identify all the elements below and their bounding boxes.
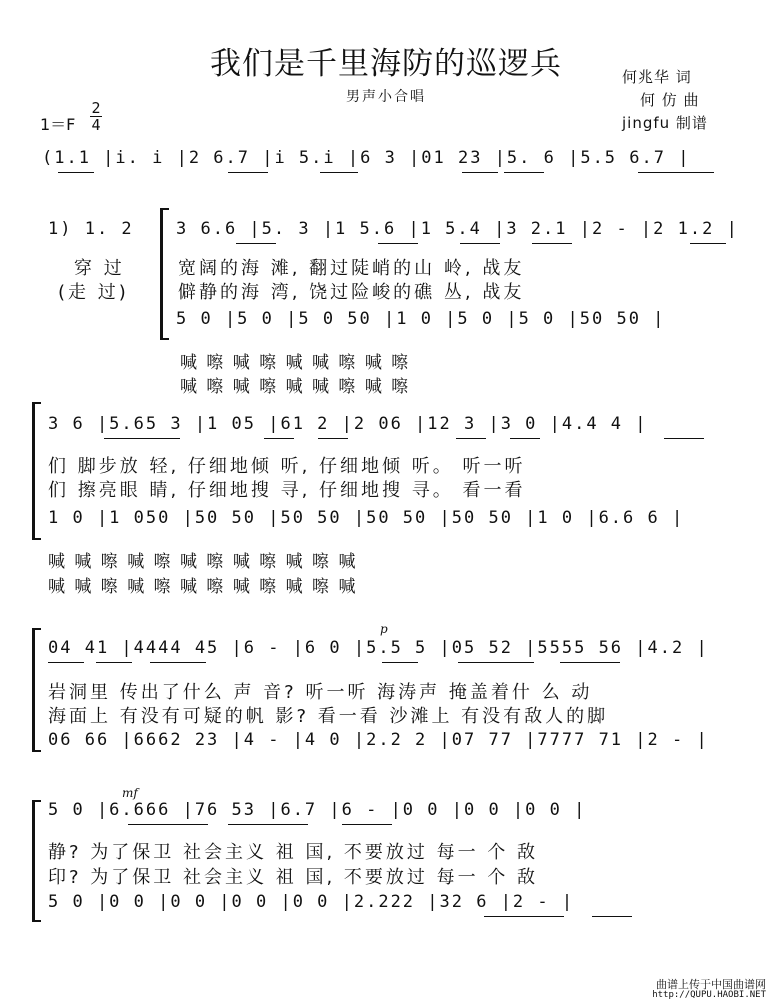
system2-melody: 3 6.6 |5. 3 |1 5.6 |1 5.4 |3 2.1 |2 - |2 1.2 | <box>176 219 739 239</box>
system2-lyric-pickup1: 穿 过 <box>74 258 125 279</box>
beam <box>484 916 564 917</box>
beam <box>532 243 572 244</box>
beam <box>104 438 180 439</box>
system5-melody: 5 0 |6.666 |76 53 |6.7 |6 - |0 0 |0 0 |0 0 | <box>48 800 587 820</box>
beam <box>48 662 84 663</box>
beam <box>510 438 540 439</box>
beam <box>58 172 94 173</box>
system5-lyrics1: 静? 为了保卫 社会主义 祖 国, 不要放过 每一 个 敌 <box>48 842 539 863</box>
system3-chant1: 喊 喊 嚓 喊 嚓 喊 嚓 喊 嚓 喊 嚓 喊 <box>48 552 358 572</box>
system3-lyrics1: 们 脚步放 轻, 仔细地倾 听, 仔细地倾 听。 听一听 <box>48 456 526 477</box>
lyricist-credit: 何兆华 词 <box>622 68 692 86</box>
system5-bracket <box>32 800 41 922</box>
system3-lyrics2: 们 擦亮眼 睛, 仔细地搜 寻, 仔细地搜 寻。 看一看 <box>48 480 526 501</box>
system1-notes: (1.1 |i. i |2 6.7 |i 5.i |6 3 |01 23 |5. 6 |5.5 6.7 | <box>42 148 691 168</box>
system2-lyric-pickup2: (走 过) <box>58 282 129 303</box>
beam <box>638 172 678 173</box>
time-top: 2 <box>91 99 101 117</box>
system4-lyrics2: 海面上 有没有可疑的帆 影? 看一看 沙滩上 有没有敌人的脚 <box>48 706 609 727</box>
system4-harmony: 06 66 |6662 23 |4 - |4 0 |2.2 2 |07 77 |7777 71 |2 - | <box>48 730 709 750</box>
footer-watermark: 曲谱上传于中国曲谱网 <box>656 978 766 991</box>
beam <box>96 662 132 663</box>
system2-chant2: 喊 嚓 喊 嚓 喊 喊 嚓 喊 嚓 <box>180 377 411 397</box>
arranger-credit: jingfu 制谱 <box>622 114 708 132</box>
time-bottom: 4 <box>91 116 101 134</box>
beam <box>228 172 268 173</box>
beam <box>264 438 294 439</box>
beam <box>462 172 498 173</box>
system2-lyrics2: 僻静的海 湾, 饶过险峻的礁 丛, 战友 <box>178 282 525 303</box>
beam <box>228 824 308 825</box>
beam <box>320 172 358 173</box>
system4-lyrics1: 岩洞里 传出了什么 声 音? 听一听 海涛声 掩盖着什 么 动 <box>48 682 593 703</box>
footer-url: http://QUPU.HAOBI.NET <box>652 990 766 1000</box>
dynamic-marking-p: p <box>380 622 388 636</box>
system2-bracket <box>160 208 169 340</box>
system2-pickup: 1) 1. 2 <box>48 219 134 239</box>
system4-melody: 04 41 |4444 45 |6 - |6 0 |5.5 5 |05 52 |5555 56 |4.2 | <box>48 638 709 658</box>
beam <box>674 172 714 173</box>
beam <box>236 243 276 244</box>
system3-chant2: 喊 喊 嚓 喊 嚓 喊 嚓 喊 嚓 喊 嚓 喊 <box>48 577 358 597</box>
page-title: 我们是千里海防的巡逻兵 <box>210 46 562 82</box>
system5-harmony: 5 0 |0 0 |0 0 |0 0 |0 0 |2.222 |32 6 |2 - | <box>48 892 575 912</box>
system4-bracket <box>32 628 41 752</box>
system2-lyrics1: 宽阔的海 滩, 翻过陡峭的山 岭, 战友 <box>178 258 525 279</box>
system2-harmony: 5 0 |5 0 |5 0 50 |1 0 |5 0 |5 0 |50 50 | <box>176 309 666 329</box>
time-signature <box>90 100 102 133</box>
beam <box>460 243 500 244</box>
beam <box>150 662 206 663</box>
page-subtitle: 男声小合唱 <box>346 89 426 105</box>
beam <box>560 662 620 663</box>
beam <box>664 438 704 439</box>
beam <box>382 662 418 663</box>
beam <box>128 824 208 825</box>
beam <box>318 438 348 439</box>
composer-credit: 何 仿 曲 <box>640 91 700 109</box>
beam <box>690 243 726 244</box>
beam <box>378 243 418 244</box>
dynamic-marking-mf: mf <box>122 786 138 800</box>
beam <box>456 438 486 439</box>
system3-melody: 3 6 |5.65 3 |1 05 |61 2 |2 06 |12 3 |3 0 |4.4 4 | <box>48 414 648 434</box>
beam <box>342 824 392 825</box>
system3-bracket <box>32 402 41 540</box>
beam <box>592 916 632 917</box>
beam <box>458 662 534 663</box>
beam <box>504 172 544 173</box>
system2-chant1: 喊 嚓 喊 嚓 喊 喊 嚓 喊 嚓 <box>180 353 411 373</box>
key-signature: 1＝F <box>40 115 76 134</box>
system5-lyrics2: 印? 为了保卫 社会主义 祖 国, 不要放过 每一 个 敌 <box>48 867 539 888</box>
system3-harmony: 1 0 |1 050 |50 50 |50 50 |50 50 |50 50 |1 0 |6.6 6 | <box>48 508 685 528</box>
